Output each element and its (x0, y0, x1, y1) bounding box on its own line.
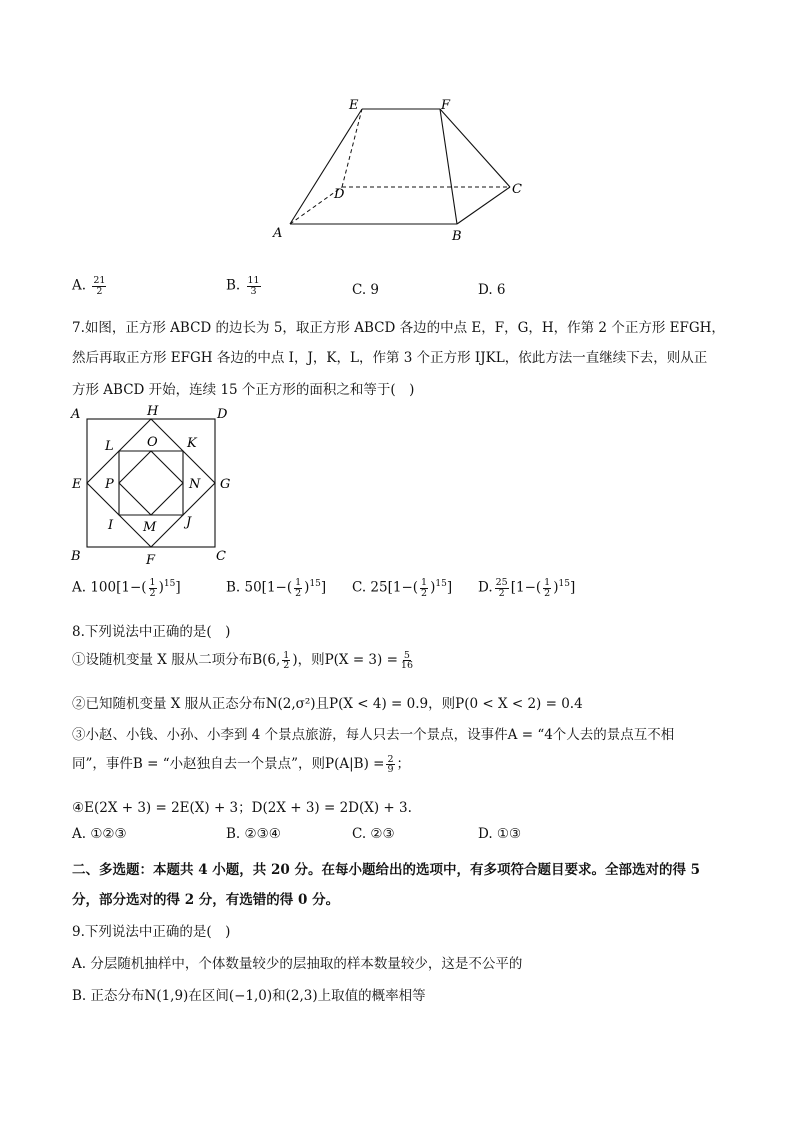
label-F: F (441, 98, 451, 113)
sq-label-M: M (143, 520, 157, 535)
q8-statement-1: ①设随机变量 X 服从二项分布B(6, $\frac{1}{2}$ )，则P(X = 3) = $\frac{5}{16}$ (72, 649, 413, 671)
sq-label-F: F (146, 553, 156, 567)
sq-label-I: I (108, 518, 114, 533)
label-C: C (512, 182, 522, 197)
sq-label-G: G (220, 477, 231, 492)
q7-line1: 7.如图，正方形 ABCD 的边长为 5，取正方形 ABCD 各边的中点 E，F，G，H，作第 2 个正方形 EFGH， (72, 320, 725, 336)
q6-option-d: D. 6 (478, 282, 506, 298)
q7-line2: 然后再取正方形 EFGH 各边的中点 I，J，K，L，作第 3 个正方形 IJKL，依此方法一直继续下去，则从正 (72, 350, 708, 366)
q9-title: 9.下列说法中正确的是( ) (72, 924, 231, 940)
q8-statement-2: ②已知随机变量 X 服从正态分布N(2,σ²)且P(X < 4) = 0.9，则P(0 < X < 2) = 0.4 (72, 696, 583, 712)
q7-line3: 方形 ABCD 开始，连续 15 个正方形的面积之和等于( ) (72, 382, 415, 398)
section2-header-line1: 二、多选题：本题共 4 小题，共 20 分。在每小题给出的选项中，有多项符合题目要求。全部选对的得 5 (72, 862, 701, 878)
q8-option-a: A. ①②③ (72, 826, 127, 842)
section2-header-line2: 分，部分选对的得 2 分，有选错的得 0 分。 (72, 892, 340, 908)
figure-solid (260, 95, 540, 245)
label-A: A (273, 226, 283, 241)
q8-statement-3-line2: 同”，事件B = “小赵独自去一个景点”，则P(A|B) = $\frac{2}{9}$ ； (72, 753, 411, 775)
sq-label-B: B (71, 549, 81, 564)
q7-option-c: C. 25[1−( $\frac{1}{2}$ )$^{15}$] (352, 577, 453, 599)
q8-option-d: D. ①③ (478, 826, 522, 842)
q9-option-b: B. 正态分布N(1,9)在区间(−1,0)和(2,3)上取值的概率相等 (72, 988, 426, 1004)
q6-option-a: A. $\frac{21}{2}$ (72, 275, 106, 297)
q8-statement-4: ④E(2X + 3) = 2E(X) + 3；D(2X + 3) = 2D(X) + 3. (72, 800, 412, 816)
q8-title: 8.下列说法中正确的是( ) (72, 624, 231, 640)
sq-label-K: K (187, 436, 197, 451)
sq-label-J: J (186, 515, 192, 530)
label-B: B (452, 229, 462, 244)
figure-nested-squares (65, 402, 245, 567)
q8-statement-3-line1: ③小赵、小钱、小孙、小李到 4 个景点旅游，每人只去一个景点，设事件A = “4个人去的景点互不相 (72, 727, 675, 743)
q8-option-b: B. ②③④ (226, 826, 281, 842)
sq-label-N: N (189, 477, 201, 492)
q7-option-d: D. $\frac{25}{2}$ [1−( $\frac{1}{2}$ )$^{15}$] (478, 577, 576, 599)
sq-label-H: H (147, 404, 159, 419)
q7-option-b: B. 50[1−( $\frac{1}{2}$ )$^{15}$] (226, 577, 327, 599)
q9-option-a: A. 分层随机抽样中，个体数量较少的层抽取的样本数量较少，这是不公平的 (72, 956, 523, 972)
sq-label-L: L (105, 439, 114, 454)
label-E: E (349, 98, 359, 113)
q7-option-a: A. 100[1−( $\frac{1}{2}$ )$^{15}$] (72, 577, 181, 599)
q6-option-b: B. $\frac{11}{3}$ (226, 275, 260, 297)
label-D: D (334, 187, 345, 202)
q6-option-c: C. 9 (352, 282, 380, 298)
sq-label-O: O (147, 435, 158, 450)
sq-label-E: E (72, 477, 82, 492)
sq-label-C: C (216, 549, 226, 564)
sq-label-D: D (217, 407, 228, 422)
q8-option-c: C. ②③ (352, 826, 395, 842)
sq-label-P: P (105, 477, 114, 492)
sq-label-A: A (71, 407, 81, 422)
